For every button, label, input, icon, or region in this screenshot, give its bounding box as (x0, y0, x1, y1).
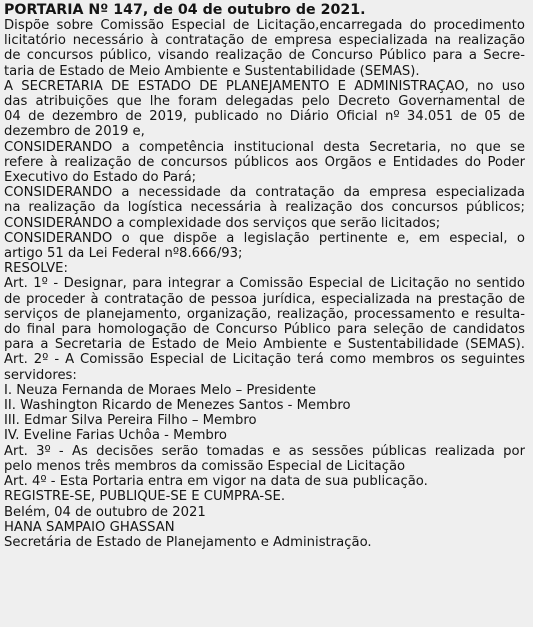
document-line: A SECRETÁRIA DE ESTADO DE PLANEJAMENTO E ADMINISTRAÇÃO, no uso (4, 78, 525, 94)
document-line: Art. 1º - Designar, para integrar a Comissão Especial de Licitação no sentido (4, 276, 525, 292)
document-line: CONSIDERANDO a necessidade da contratação da empresa especializada (4, 185, 525, 201)
document-line: Art. 2º - A Comissão Especial de Licitação terá como membros os seguintes (4, 352, 525, 368)
document-line: RESOLVE: (4, 261, 68, 277)
document-line: Art. 4º - Esta Portaria entra em vigor na data de sua publicação. (4, 474, 428, 490)
document-line: Art. 3º - As decisões serão tomadas e as sessões públicas realizada por (4, 443, 525, 459)
document-line: na realização da logística necessária à realização dos concursos públicos; (4, 200, 525, 216)
document-line: de concursos público, visando realização de Concurso Público para a Secre- (4, 48, 525, 64)
document-line: I. Neuza Fernanda de Moraes Melo – Presidente (4, 382, 317, 398)
document-line: 04 de dezembro de 2019, publicado no Diário Oficial nº 34.051 de 05 de (4, 109, 525, 125)
document-line: do final para homologação de Concurso Público para seleção de candidatos (4, 322, 525, 338)
document-line: REGISTRE-SE, PUBLIQUE-SE E CUMPRA-SE. (4, 489, 286, 505)
document-line: III. Edmar Silva Pereira Filho – Membro (4, 413, 257, 429)
document-line: artigo 51 da Lei Federal nº8.666/93; (4, 246, 243, 262)
document-body (4, 18, 525, 550)
document-line: CONSIDERANDO o que dispõe a legislação pertinente e, em especial, o (4, 230, 525, 246)
document-line: Dispõe sobre Comissão Especial de Licitação,encarregada do procedimento (4, 18, 525, 33)
document-line: de proceder à contratação de pessoa jurídica, especializada na prestação de (4, 291, 525, 307)
document-line: das atribuições que lhe foram delegadas pelo Decreto Governamental de (4, 94, 525, 110)
document-line: dezembro de 2019 e, (4, 124, 145, 140)
document-line: serviços de planejamento, organização, realização, processamento e resulta- (4, 306, 525, 322)
document-line: refere à realização de concursos públicos aos Órgãos e Entidades do Poder (4, 154, 525, 170)
document-line: Secretária de Estado de Planejamento e Administração. (4, 534, 372, 550)
document-line: II. Washington Ricardo de Menezes Santos - Membro (4, 398, 351, 414)
document-line: para a Secretaria de Estado de Meio Ambiente e Sustentabilidade (SEMAS). (4, 337, 525, 353)
document-line: Belém, 04 de outubro de 2021 (4, 504, 206, 520)
document-line: taria de Estado de Meio Ambiente e Sustentabilidade (SEMAS). (4, 63, 420, 79)
document-line: Executivo do Estado do Pará; (4, 170, 197, 186)
document-title: PORTARIA Nº 147, de 04 de outubro de 2021. (4, 2, 366, 18)
document-line: HANA SAMPAIO GHASSAN (4, 519, 175, 535)
document-line: pelo menos três membros da comissão Especial de Licitação (4, 458, 406, 474)
document-line: CONSIDERANDO a complexidade dos serviços que serão licitados; (4, 215, 441, 231)
document-line: CONSIDERANDO a competência institucional desta Secretaria, no que se (4, 139, 525, 155)
document-line: licitatório necessário à contratação de empresa especializada na realização (4, 33, 525, 49)
document-line: IV. Eveline Farias Uchôa - Membro (4, 428, 227, 444)
document-line: servidores: (4, 367, 77, 383)
